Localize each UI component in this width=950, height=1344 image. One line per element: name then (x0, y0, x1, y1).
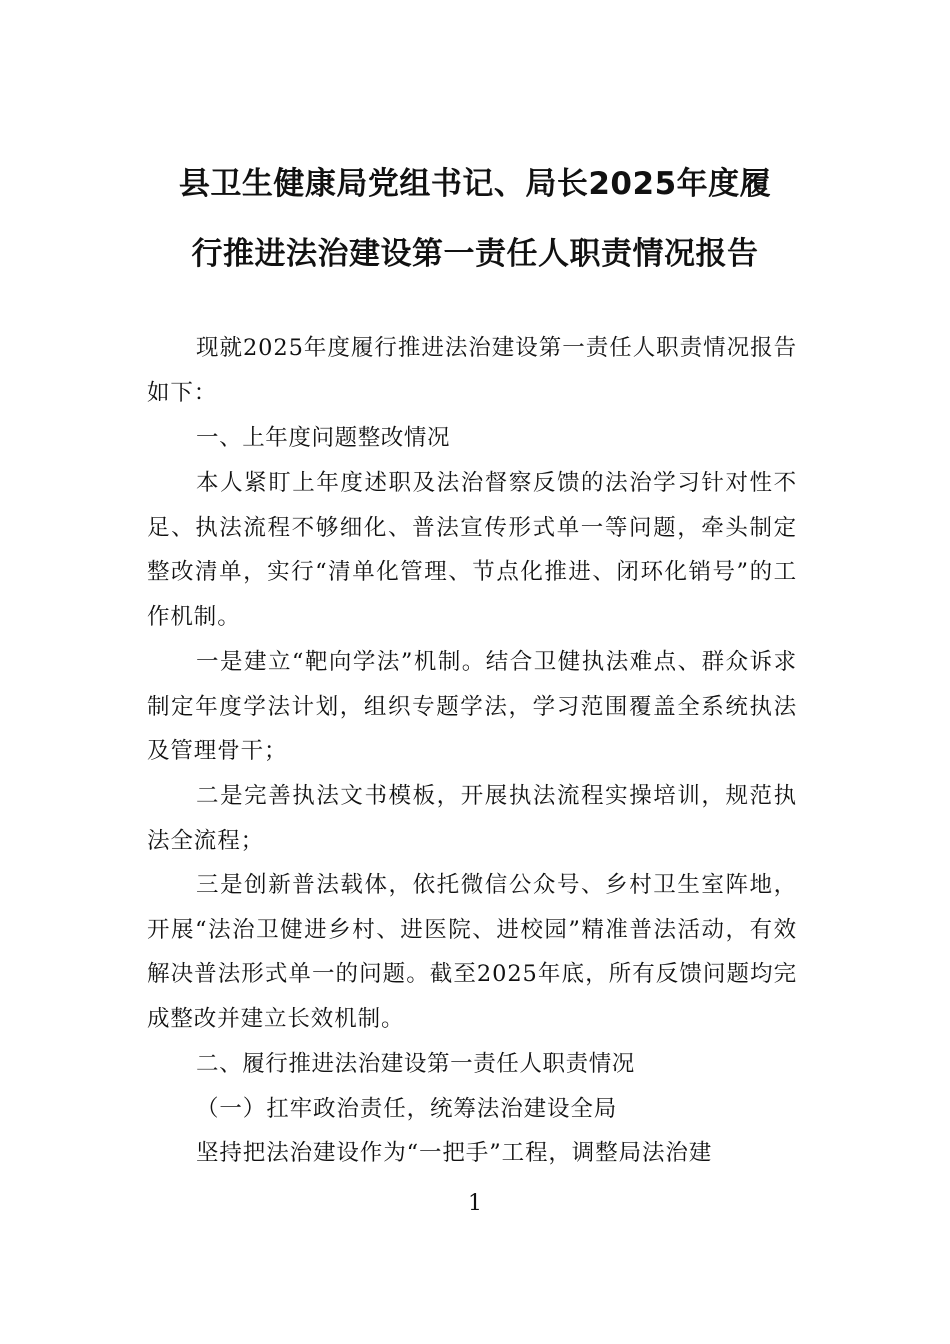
section-1-paragraph-1: 本人紧盯上年度述职及法治督察反馈的法治学习针对性不足、执法流程不够细化、普法宣传形式单一等问题，牵头制定整改清单，实行“清单化管理、节点化推进、闭环化销号”的工作机制。 (147, 470, 797, 630)
section-1-paragraph-2: 一是建立“靶向学法”机制。结合卫健执法难点、群众诉求制定年度学法计划，组织专题学法，学习范围覆盖全系统执法及管理骨干； (147, 649, 797, 765)
subsection-1-paragraph-1: 坚持把法治建设作为“一把手”工程，调整局法治建 (196, 1140, 713, 1166)
section-1-heading: 一、上年度问题整改情况 (196, 425, 451, 451)
document-title-line-1: 县卫生健康局党组书记、局长2025年度履 (178, 166, 772, 202)
section-1-paragraph-4: 三是创新普法载体，依托微信公众号、乡村卫生室阵地，开展“法治卫健进乡村、进医院、进校园”精准普法活动，有效解决普法形式单一的问题。截至2025年底，所有反馈问题均完成整改并建立长效机制。 (147, 872, 797, 1032)
page-number: 1 (468, 1191, 482, 1216)
subsection-1-heading: （一）扛牢政治责任，统筹法治建设全局 (196, 1096, 618, 1122)
section-1-paragraph-3: 二是完善执法文书模板，开展执法流程实操培训，规范执法全流程； (147, 783, 797, 854)
intro-paragraph: 现就2025年度履行推进法治建设第一责任人职责情况报告如下： (147, 335, 797, 406)
document-title-line-2: 行推进法治建设第一责任人职责情况报告 (191, 236, 759, 272)
section-2-heading: 二、履行推进法治建设第一责任人职责情况 (196, 1051, 635, 1077)
